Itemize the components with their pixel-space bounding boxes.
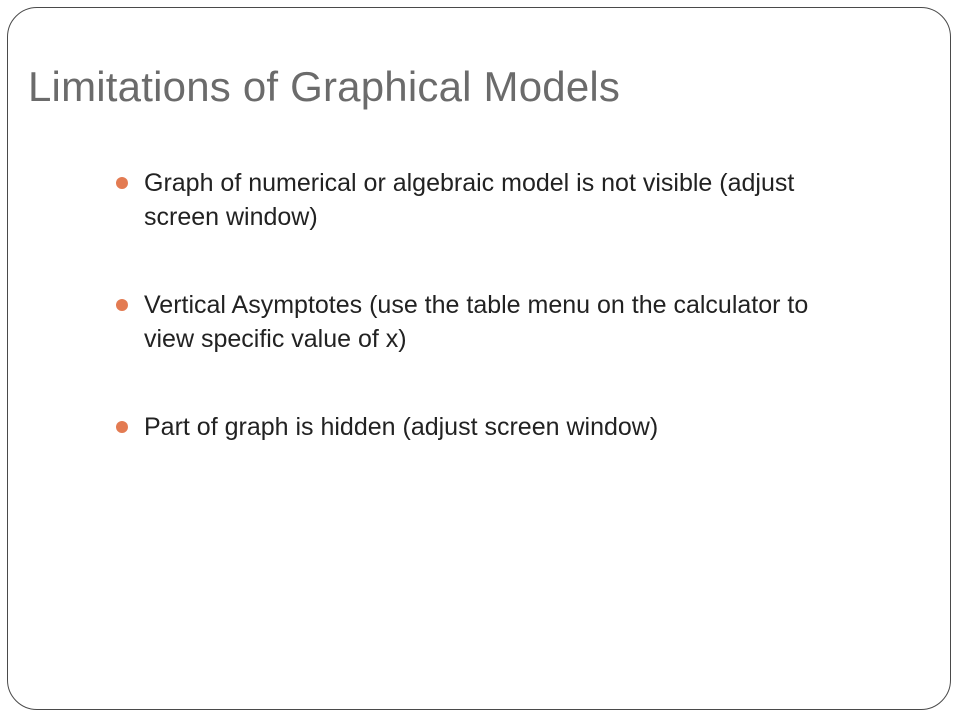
slide-title: Limitations of Graphical Models	[28, 63, 621, 110]
bullet-text: Vertical Asymptotes (use the table menu on the calculator to view specific value of x)	[144, 291, 809, 353]
bullet-list	[114, 166, 854, 498]
bullet-item	[114, 166, 854, 234]
bullet-dot-icon	[116, 421, 128, 433]
bullet-item	[114, 288, 854, 356]
bullet-item	[114, 410, 854, 444]
slide-frame	[7, 7, 951, 710]
bullet-text: Part of graph is hidden (adjust screen window)	[144, 413, 659, 441]
bullet-dot-icon	[116, 177, 128, 189]
bullet-text: Graph of numerical or algebraic model is not visible (adjust screen window)	[144, 169, 795, 231]
bullet-dot-icon	[116, 299, 128, 311]
